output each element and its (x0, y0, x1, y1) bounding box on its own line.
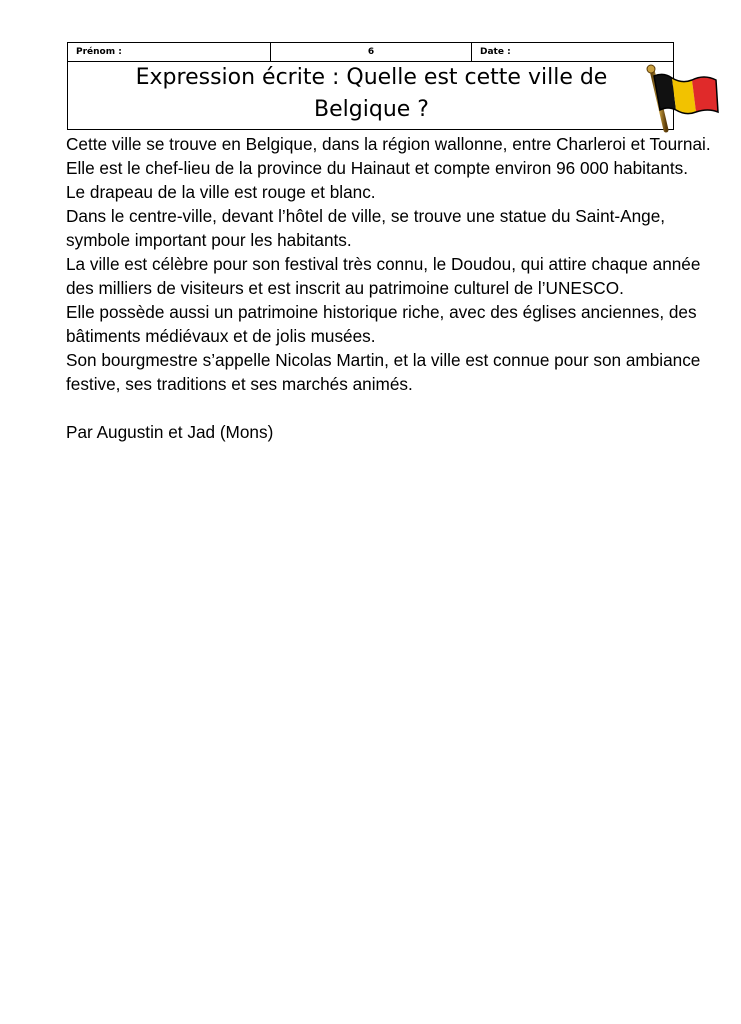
paragraph: La ville est célèbre pour son festival très connu, le Doudou, qui attire chaque année des milliers de visiteurs et est inscrit au patrimoine culturel de l’UNESCO. (66, 254, 701, 298)
signature: Par Augustin et Jad (Mons) (66, 422, 274, 442)
belgian-flag-icon (642, 64, 720, 134)
paragraph: Elle est le chef-lieu de la province du Hainaut et compte environ 96 000 habitants. (66, 158, 688, 178)
paragraph: Le drapeau de la ville est rouge et blanc. (66, 182, 376, 202)
date-field[interactable]: Date : (480, 47, 511, 57)
paragraph: Elle possède aussi un patrimoine historique riche, avec des églises anciennes, des bâtiments médiévaux et de jolis musées. (66, 302, 697, 346)
paragraph: Son bourgmestre s’appelle Nicolas Martin, et la ville est connue pour son ambiance festive, ses traditions et ses marchés animés. (66, 350, 701, 394)
prenom-field[interactable]: Prénom : (68, 43, 271, 61)
header-info-row (68, 43, 673, 62)
worksheet-number: 6 (271, 43, 472, 61)
paragraph: Cette ville se trouve en Belgique, dans la région wallonne, entre Charleroi et Tournai. (66, 134, 711, 154)
worksheet-header (67, 42, 674, 130)
worksheet-title: Expression écrite : Quelle est cette ville de Belgique ? (135, 65, 608, 122)
paragraph: Dans le centre-ville, devant l’hôtel de ville, se trouve une statue du Saint-Ange, symbole important pour les habitants. (66, 206, 666, 250)
text-body (66, 132, 721, 444)
